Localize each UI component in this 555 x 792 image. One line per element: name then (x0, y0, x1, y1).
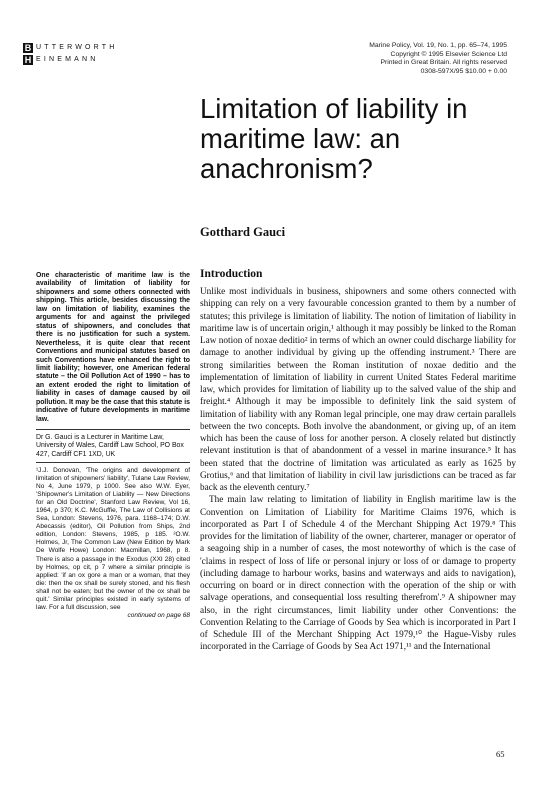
body-paragraph: Unlike most individuals in business, shipowners and some others connected with shipping can rely on a very favourable concession granted to them by a number of statutes; this privilege is limitation of liability. The notion of limitation of liability in maritime law is of uncertain origin,¹ although it may possibly be linked to the Roman Law notion of noxae deditio² in terms of which an owner could discharge liability for damage to another individual by giving up the offending instrument.³ There are strong similarities between the Roman institution of noxae deditio and the implementation of limitation of liability in current United States Federal maritime law, which provides for limitation of liability up to the salved value of the ship and freight.⁴ Although it may be impossible to definitely link the said system of limitation of liability with any Roman legal principle, one may draw certain parallels between the two concepts. Both involve the abandonment, or giving up, of an item which has been the cause of loss for another person. A closely related but distinctly relevant institution is that of abandonment of a vessel in marine insurance.⁵ It has been stated that the doctrine of limitation was articulated as early as 1625 by Grotius,⁶ and that limitation of liability in civil law jurisdictions can be traced as far back as the eleventh century.⁷ (200, 287, 516, 493)
footnote-text: ¹J.J. Donovan, 'The origins and development of limitation of shipowners' liability', Tulane Law Review, No 4, June 1979, p 1000. See also W.W. Eyer, 'Shipowner's Limitation of Liability — New Directions for an Old Doctrine', Stanford Law Review, Vol 16, 1964, p 370; K.C. McGuffie, The Law of Collisions at Sea, London: Stevens, 1976, para. 1168–174; D.W. Abecassis (editor), Oil Pollution from Ships, 2nd edition, London: Stevens, 1985, p 185. ²O.W. Holmes, Jr, The Common Law (New Edition by Mark De Wolfe Howe) London: Macmillan, 1968, p 8. There is also a passage in the Exodus (XXI 28) cited by Holmes, op cit, p 7 where a similar principle is applied: 'if an ox gore a man or a woman, that they die: then the ox shall be surely stoned, and his flesh shall not be eaten; but the owner of the ox shall be quit.' Similar principles existed in early systems of law. For a full discussion, see (36, 467, 190, 611)
footnotes (36, 467, 190, 620)
journal-info (317, 42, 507, 76)
article-author: Gotthard Gauci (200, 225, 286, 239)
journal-citation: Marine Policy, Vol. 19, No. 1, pp. 65–74, 1995 (369, 42, 507, 49)
publisher-logo (23, 43, 143, 67)
article-title: Limitation of liability in maritime law: an anachronism? (200, 93, 468, 184)
page-number: 65 (496, 749, 505, 759)
abstract-divider (36, 429, 190, 430)
copyright-line: Copyright © 1995 Elsevier Science Ltd (390, 50, 507, 58)
logo-word-top: UTTERWORTH (36, 44, 118, 51)
author-affiliation: Dr G. Gauci is a Lecturer in Maritime Law, University of Wales, Cardiff Law School, PO Box 427, Cardiff CF1 1XD, UK (36, 434, 184, 458)
body-paragraph: The main law relating to limitation of liability in English maritime law is the Convention on Limitation of Liability for Maritime Claims 1976, which is incorporated as Part I of Schedule 4 of the Merchant Shipping Act 1979.⁸ This provides for the limitation of liability of the owner, charterer, manager or operator of a seagoing ship in a number of cases, the most noteworthy of which is the case of 'claims in respect of loss of life or personal injury or loss of or damage to property (including damage to harbour works, basins and waterways and aids to navigation), occurring on board or in direct connection with the operation of the ship or with salvage operations, and consequential loss resulting therefrom'.⁹ A shipowner may also, in the right circumstances, limit liability under other Conventions: the Convention Relating to the Carriage of Goods by Sea which is incorporated in Part I of Schedule III of the Merchant Shipping Act 1979,¹⁰ the Hague-Visby rules incorporated in the Carriage of Goods by Sea Act 1971,¹¹ and the International (200, 495, 516, 653)
logo-word-bottom: EINEMANN (36, 56, 99, 63)
logo-letter-b: B (24, 43, 32, 53)
abstract: One characteristic of maritime law is the availability of limitation of liability for shipowners and some others connected with shipping. This article, besides discussing the law on limitation of liability, examines the arguments for and against the privileged status of shipowners, and concludes that there is no justification for such a system. Nevertheless, it is quite clear that recent Conventions and municipal statutes based on such Conventions have enhanced the right to limit liability; however, one American federal statute – the Oil Pollution Act of 1990 – has to an extent eroded the right to limitation of liability in cases of damage caused by oil pollution. It may be the case that this statute is indicative of future developments in maritime law. (36, 272, 190, 423)
issn-line: 0308-597X/95 $10.00 + 0.00 (420, 67, 507, 75)
footnote-divider (36, 462, 190, 463)
body-text (200, 286, 516, 654)
section-heading: Introduction (200, 268, 263, 280)
logo-letter-h: H (24, 55, 32, 65)
printed-line: Printed in Great Britain. All rights reserved (380, 59, 507, 67)
continued-note: continued on page 68 (127, 611, 190, 619)
